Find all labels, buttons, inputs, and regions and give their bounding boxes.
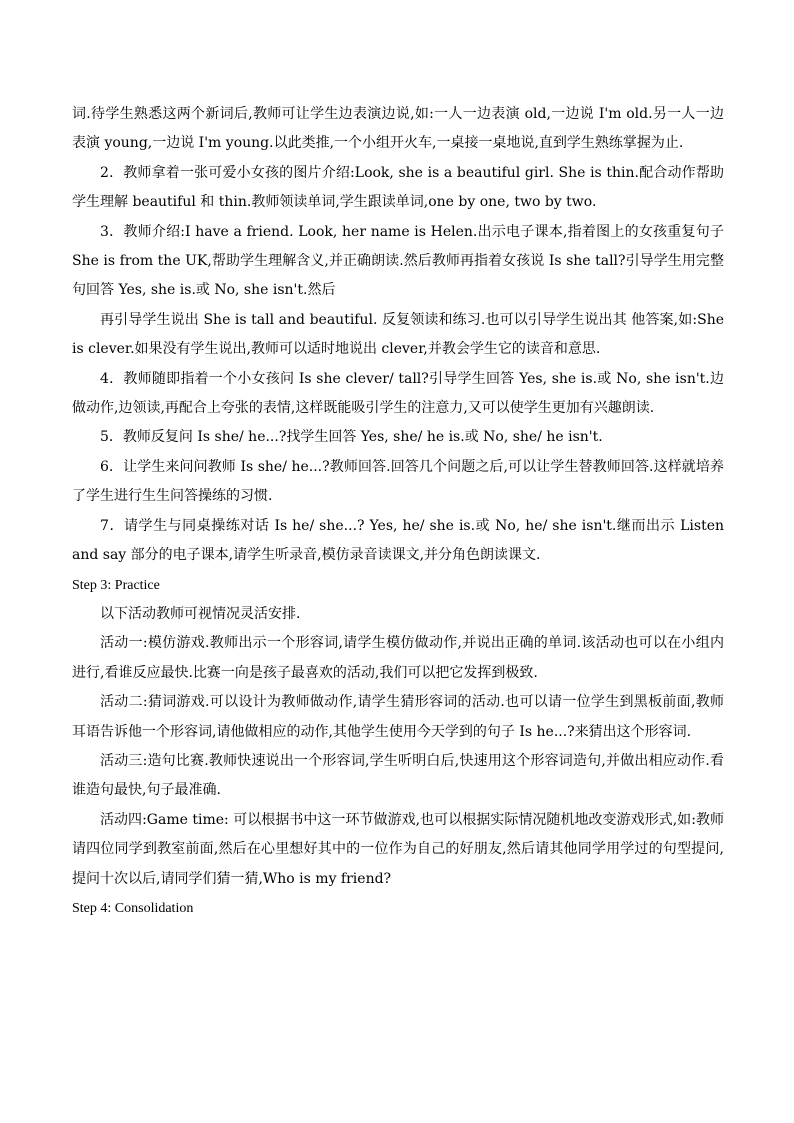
paragraph: 词.待学生熟悉这两个新词后,教师可让学生边表演边说,如:一人一边表演 old,一边说 I'm old.另一人一边表演 young,一边说 I'm young.以此类推,一个小组开火车,一桌接一桌地说,直到学生熟练掌握为止. xyxy=(72,106,724,152)
paragraph: 再引导学生说出 She is tall and beautiful. 反复领读和练习.也可以引导学生说出其 他答案,如:She is clever.如果没有学生说出,教师可以适时地说出 clever,并教会学生它的读音和意思. xyxy=(72,311,724,358)
paragraph: 7．请学生与同桌操练对话 Is he/ she...? Yes, he/ she is.或 No, he/ she isn't.继而出示 Listen and say 部分的电子课本,请学生听录音,模仿录音读课文,并分角色朗读课文. xyxy=(72,517,724,564)
paragraph: 5．教师反复问 Is she/ he...?找学生回答 Yes, she/ he is.或 No, she/ he isn't. xyxy=(100,429,603,446)
paragraph: 4．教师随即指着一个小女孩问 Is she clever/ tall?引导学生回答 Yes, she is.或 No, she isn't.边做动作,边领读,再配合上夸张的表情,这样既能吸引学生的注意力,又可以使学生更加有兴趣朗读. xyxy=(72,370,724,417)
paragraph-activity-2: 活动二:猜词游戏.可以设计为教师做动作,请学生猜形容词的活动.也可以请一位学生到黑板前面,教师耳语告诉他一个形容词,请他做相应的动作,其他学生使用今天学到的句子 Is he...?来猜出这个形容词. xyxy=(72,694,724,740)
paragraph: 2．教师拿着一张可爱小女孩的图片介绍:Look, she is a beautiful girl. She is thin.配合动作帮助学生理解 beautiful 和 thin.教师领读单词,学生跟读单词,one by one, two by two. xyxy=(72,164,724,211)
paragraph: 以下活动教师可视情况灵活安排. xyxy=(100,605,301,622)
section-heading-step-4: Step 4: Consolidation xyxy=(72,900,194,916)
paragraph: 6．让学生来问问教师 Is she/ he...?教师回答.回答几个问题之后,可以让学生替教师回答.这样就培养了学生进行生生问答操练的习惯. xyxy=(72,458,724,505)
paragraph-activity-1: 活动一:模仿游戏.教师出示一个形容词,请学生模仿做动作,并说出正确的单词.该活动也可以在小组内进行,看谁反应最快.比赛一向是孩子最喜欢的活动,我们可以把它发挥到极致. xyxy=(72,635,724,681)
paragraph: 3．教师介绍:I have a friend. Look, her name is Helen.出示电子课本,指着图上的女孩重复句子 She is from the UK,帮助学生理解含义,并正确朗读.然后教师再指着女孩说 Is she tall?引导学生用完整句回答 Yes, she is.或 No, she isn't.然后 xyxy=(72,223,724,299)
paragraph-activity-3: 活动三:造句比赛.教师快速说出一个形容词,学生听明白后,快速用这个形容词造句,并做出相应动作.看谁造句最快,句子最准确. xyxy=(72,752,724,799)
document-page xyxy=(72,100,724,923)
section-heading-step-3: Step 3: Practice xyxy=(72,577,160,593)
paragraph-activity-4: 活动四:Game time: 可以根据书中这一环节做游戏,也可以根据实际情况随机地改变游戏形式,如:教师请四位同学到教室前面,然后在心里想好其中的一位作为自己的好朋友,然后请其他同学用学过的句型提问,提问十次以后,请同学们猜一猜,Who is my friend? xyxy=(72,811,724,887)
